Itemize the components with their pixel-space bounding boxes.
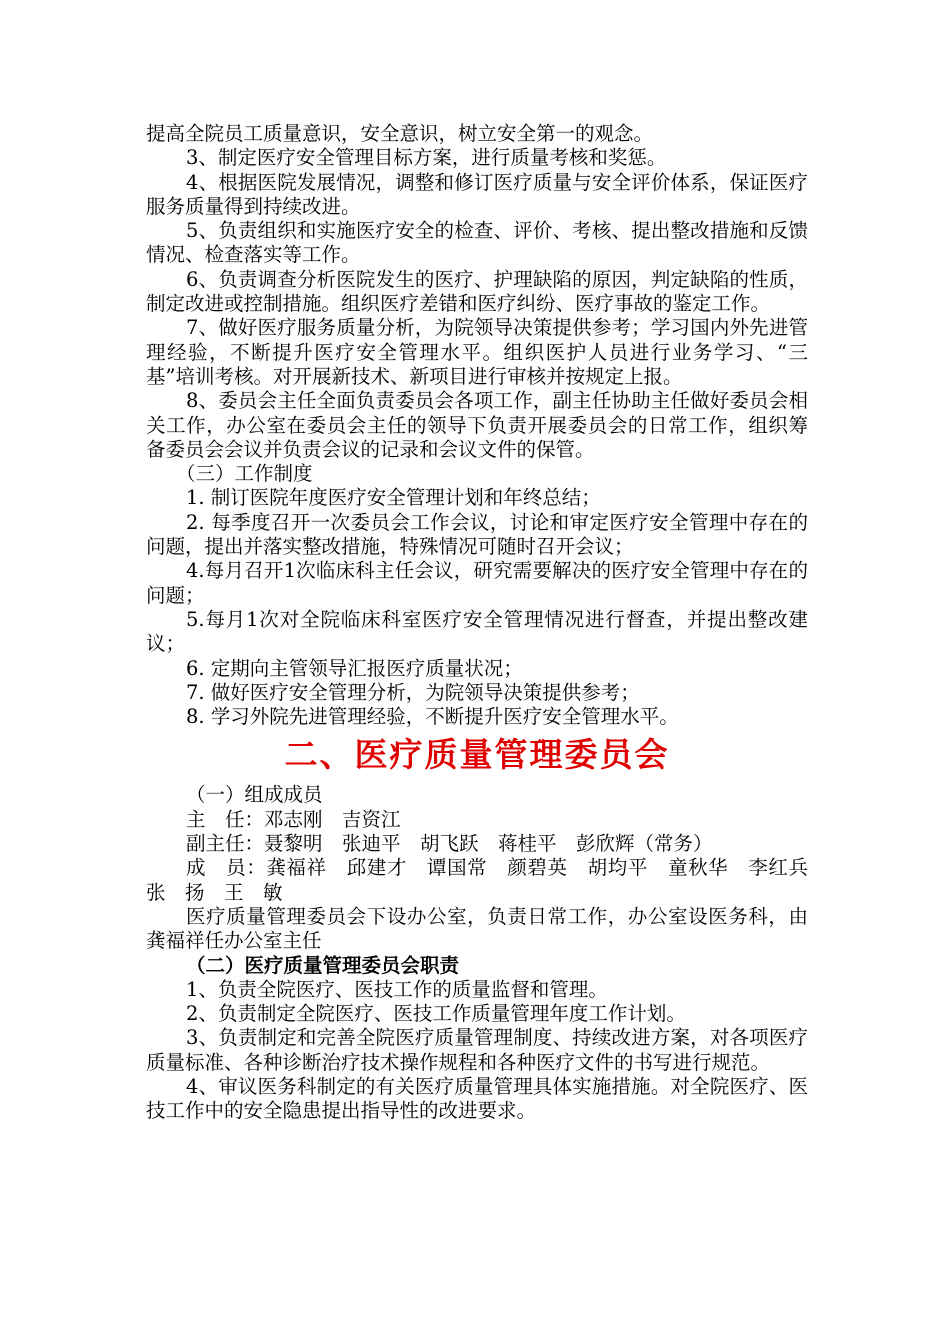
list-item: 8. 学习外院先进管理经验，不断提升医疗安全管理水平。 xyxy=(186,705,679,729)
paragraph: 4、根据医院发展情况，调整和修订医疗质量与安全评价体系，保证医疗服务质量得到持续改进。 xyxy=(146,170,808,218)
list-item: 2. 每季度召开一次委员会工作会议，讨论和审定医疗安全管理中存在的问题，提出并落实整改措施，特殊情况可随时召开会议； xyxy=(146,510,808,559)
paragraph: 7、做好医疗服务质量分析，为院领导决策提供参考；学习国内外先进管理经验，不断提升医疗安全管理水平。组织医护人员进行业务学习、“三基”培训考核。对开展新技术、新项目进行审核并按规定上报。 xyxy=(146,316,808,388)
paragraph: 5、负责组织和实施医疗安全的检查、评价、考核、提出整改措施和反馈情况、检查落实等工作。 xyxy=(146,219,808,267)
section-title: 二、医疗质量管理委员会 xyxy=(284,735,670,775)
subsection-heading: （一）组成成员 xyxy=(186,783,323,807)
list-item: 4.每月召开1次临床科主任会议，研究需要解决的医疗安全管理中存在的问题； xyxy=(146,559,808,607)
list-item: 7. 做好医疗安全管理分析，为院领导决策提供参考； xyxy=(186,680,640,704)
paragraph: 3、制定医疗安全管理目标方案，进行质量考核和奖惩。 xyxy=(186,146,667,170)
paragraph: 医疗质量管理委员会下设办公室，负责日常工作，办公室设医务科，由龚福祥任办公室主任 xyxy=(146,904,808,953)
paragraph: 8、委员会主任全面负责委员会各项工作，副主任协助主任做好委员会相关工作，办公室在委员会主任的领导下负责开展委员会的日常工作，组织筹备委员会会议并负责会议的记录和会议文件的保管。 xyxy=(146,389,808,461)
member-line: 成 员：龚福祥 邱建才 谭国常 颜碧英 胡均平 童秋华 李红兵 张 扬 王 敏 xyxy=(146,856,828,904)
document-body xyxy=(146,122,828,1124)
paragraph: 提高全院员工质量意识，安全意识，树立安全第一的观念。 xyxy=(146,122,654,145)
subsection-heading: （三）工作制度 xyxy=(176,462,313,486)
list-item: 3、负责制定和完善全院医疗质量管理制度、持续改进方案，对各项医疗质量标准、各种诊断治疗技术操作规程和各种医疗文件的书写进行规范。 xyxy=(146,1026,808,1074)
list-item: 1、负责全院医疗、医技工作的质量监督和管理。 xyxy=(186,977,608,1001)
list-item: 5.每月1次对全院临床科室医疗安全管理情况进行督查，并提出整改建议； xyxy=(146,607,808,656)
member-line: 主 任：邓志刚 吉资江 xyxy=(186,807,401,831)
subsection-heading: （二）医疗质量管理委员会职责 xyxy=(186,953,460,977)
list-item: 1. 制订医院年度医疗安全管理计划和年终总结； xyxy=(186,486,601,510)
paragraph: 6、负责调查分析医院发生的医疗、护理缺陷的原因，判定缺陷的性质，制定改进或控制措施。组织医疗差错和医疗纠纷、医疗事故的鉴定工作。 xyxy=(146,267,808,316)
list-item: 4、审议医务科制定的有关医疗质量管理具体实施措施。对全院医疗、医技工作中的安全隐患提出指导性的改进要求。 xyxy=(146,1074,808,1123)
list-item: 2、负责制定全院医疗、医技工作质量管理年度工作计划。 xyxy=(186,1002,686,1026)
member-line: 副主任：聂黎明 张迪平 胡飞跃 蒋桂平 彭欣辉（常务） xyxy=(186,832,713,856)
list-item: 6. 定期向主管领导汇报医疗质量状况； xyxy=(186,656,523,680)
